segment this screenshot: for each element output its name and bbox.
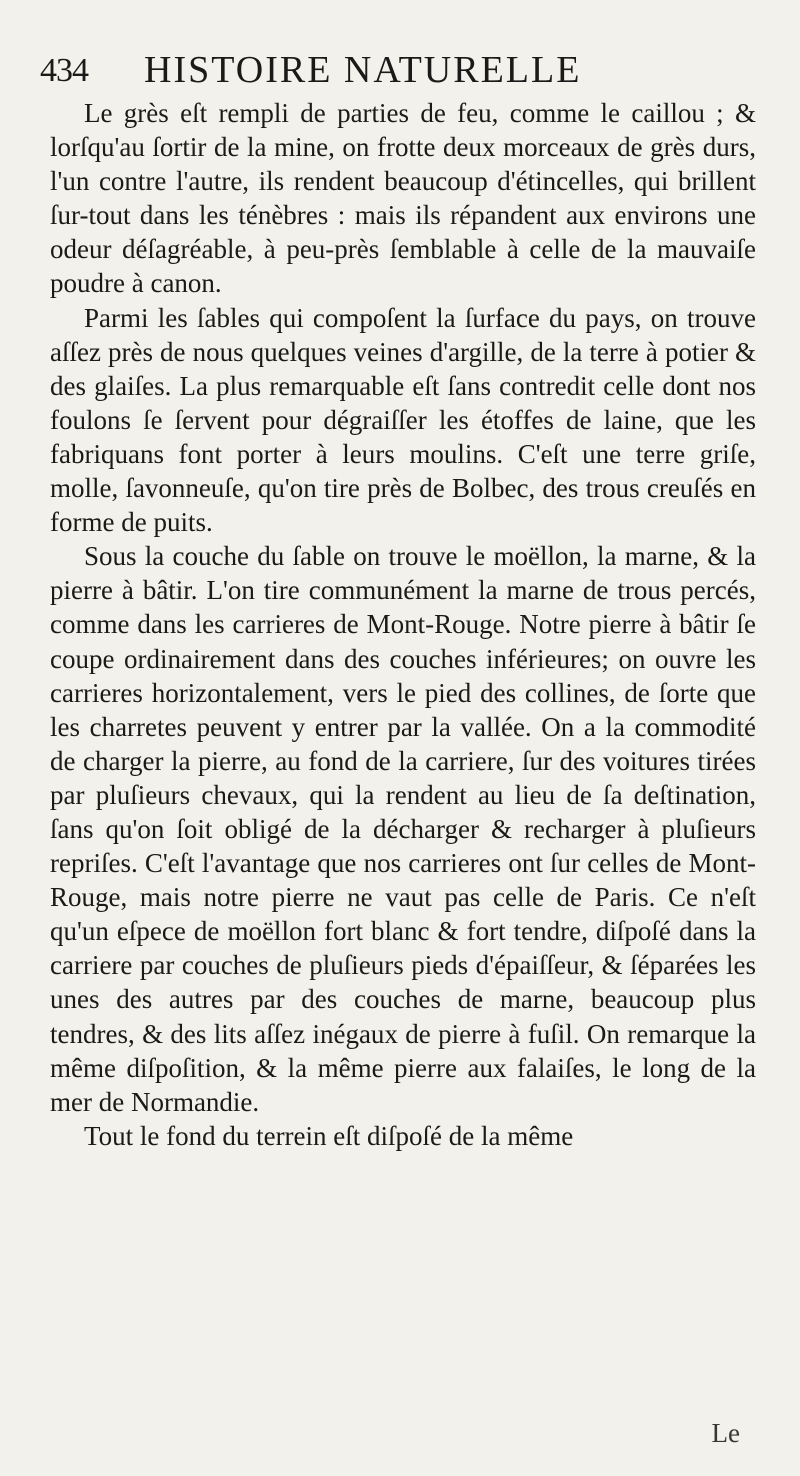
body-text [50,96,756,1153]
page-number: 434 [40,52,88,89]
paragraph-4: Tout le fond du terrein eſt diſpoſé de la même [84,1120,574,1151]
running-head: HISTOIRE NATURELLE [144,49,582,91]
catchword: Le [711,1418,740,1448]
page-header [40,44,760,94]
page-footer [0,1418,800,1458]
paragraph-3: Sous la couche du ſable on trouve le moëllon, la marne, & la pierre à bâtir. L'on tire communément la marne de trous percés, comme dans les carrieres de Mont-Rouge. Notre pierre à bâtir ſe coupe ordinairement dans des couches inférieures; on ouvre les carrieres horizontalement, vers le pied des collines, de ſorte que les charretes peuvent y entrer par la vallée. On a la commodité de charger la pierre, au fond de la carriere, ſur des voitures tirées par pluſieurs chevaux, qui la rendent au lieu de ſa deſtination, ſans qu'on ſoit obligé de la décharger & recharger à pluſieurs repriſes. C'eſt l'avantage que nos carrieres ont ſur celles de Mont-Rouge, mais notre pierre ne vaut pas celle de Paris. Ce n'eſt qu'un eſpece de moëllon fort blanc & fort tendre, diſpoſé dans la carriere par couches de pluſieurs pieds d'épaiſſeur, & ſéparées les unes des autres par des couches de marne, beaucoup plus tendres, & des lits aſſez inégaux de pierre à fuſil. On remarque la même diſpoſition, & la même pierre aux falaiſes, le long de la mer de Normandie. [50,541,756,1117]
paragraph-2: Parmi les ſables qui compoſent la ſurface du pays, on trouve aſſez près de nous quelques veines d'argille, de la terre à potier & des glaiſes. La plus remarquable eſt ſans contredit celle dont nos foulons ſe ſervent pour dégraiſſer les étoffes de laine, que les fabriquans font porter à leurs moulins. C'eſt une terre griſe, molle, ſavonneuſe, qu'on tire près de Bolbec, des trous creuſés en forme de puits. [50,302,756,538]
paragraph-1: Le grès eſt rempli de parties de feu, comme le caillou ; & lorſqu'au ſortir de la mine, on frotte deux morceaux de grès durs, l'un contre l'autre, ils rendent beaucoup d'étincelles, qui brillent ſur-tout dans les ténèbres : mais ils répandent aux environs une odeur déſagréable, à peu-près ſemblable à celle de la mauvaiſe poudre à canon. [50,98,756,299]
